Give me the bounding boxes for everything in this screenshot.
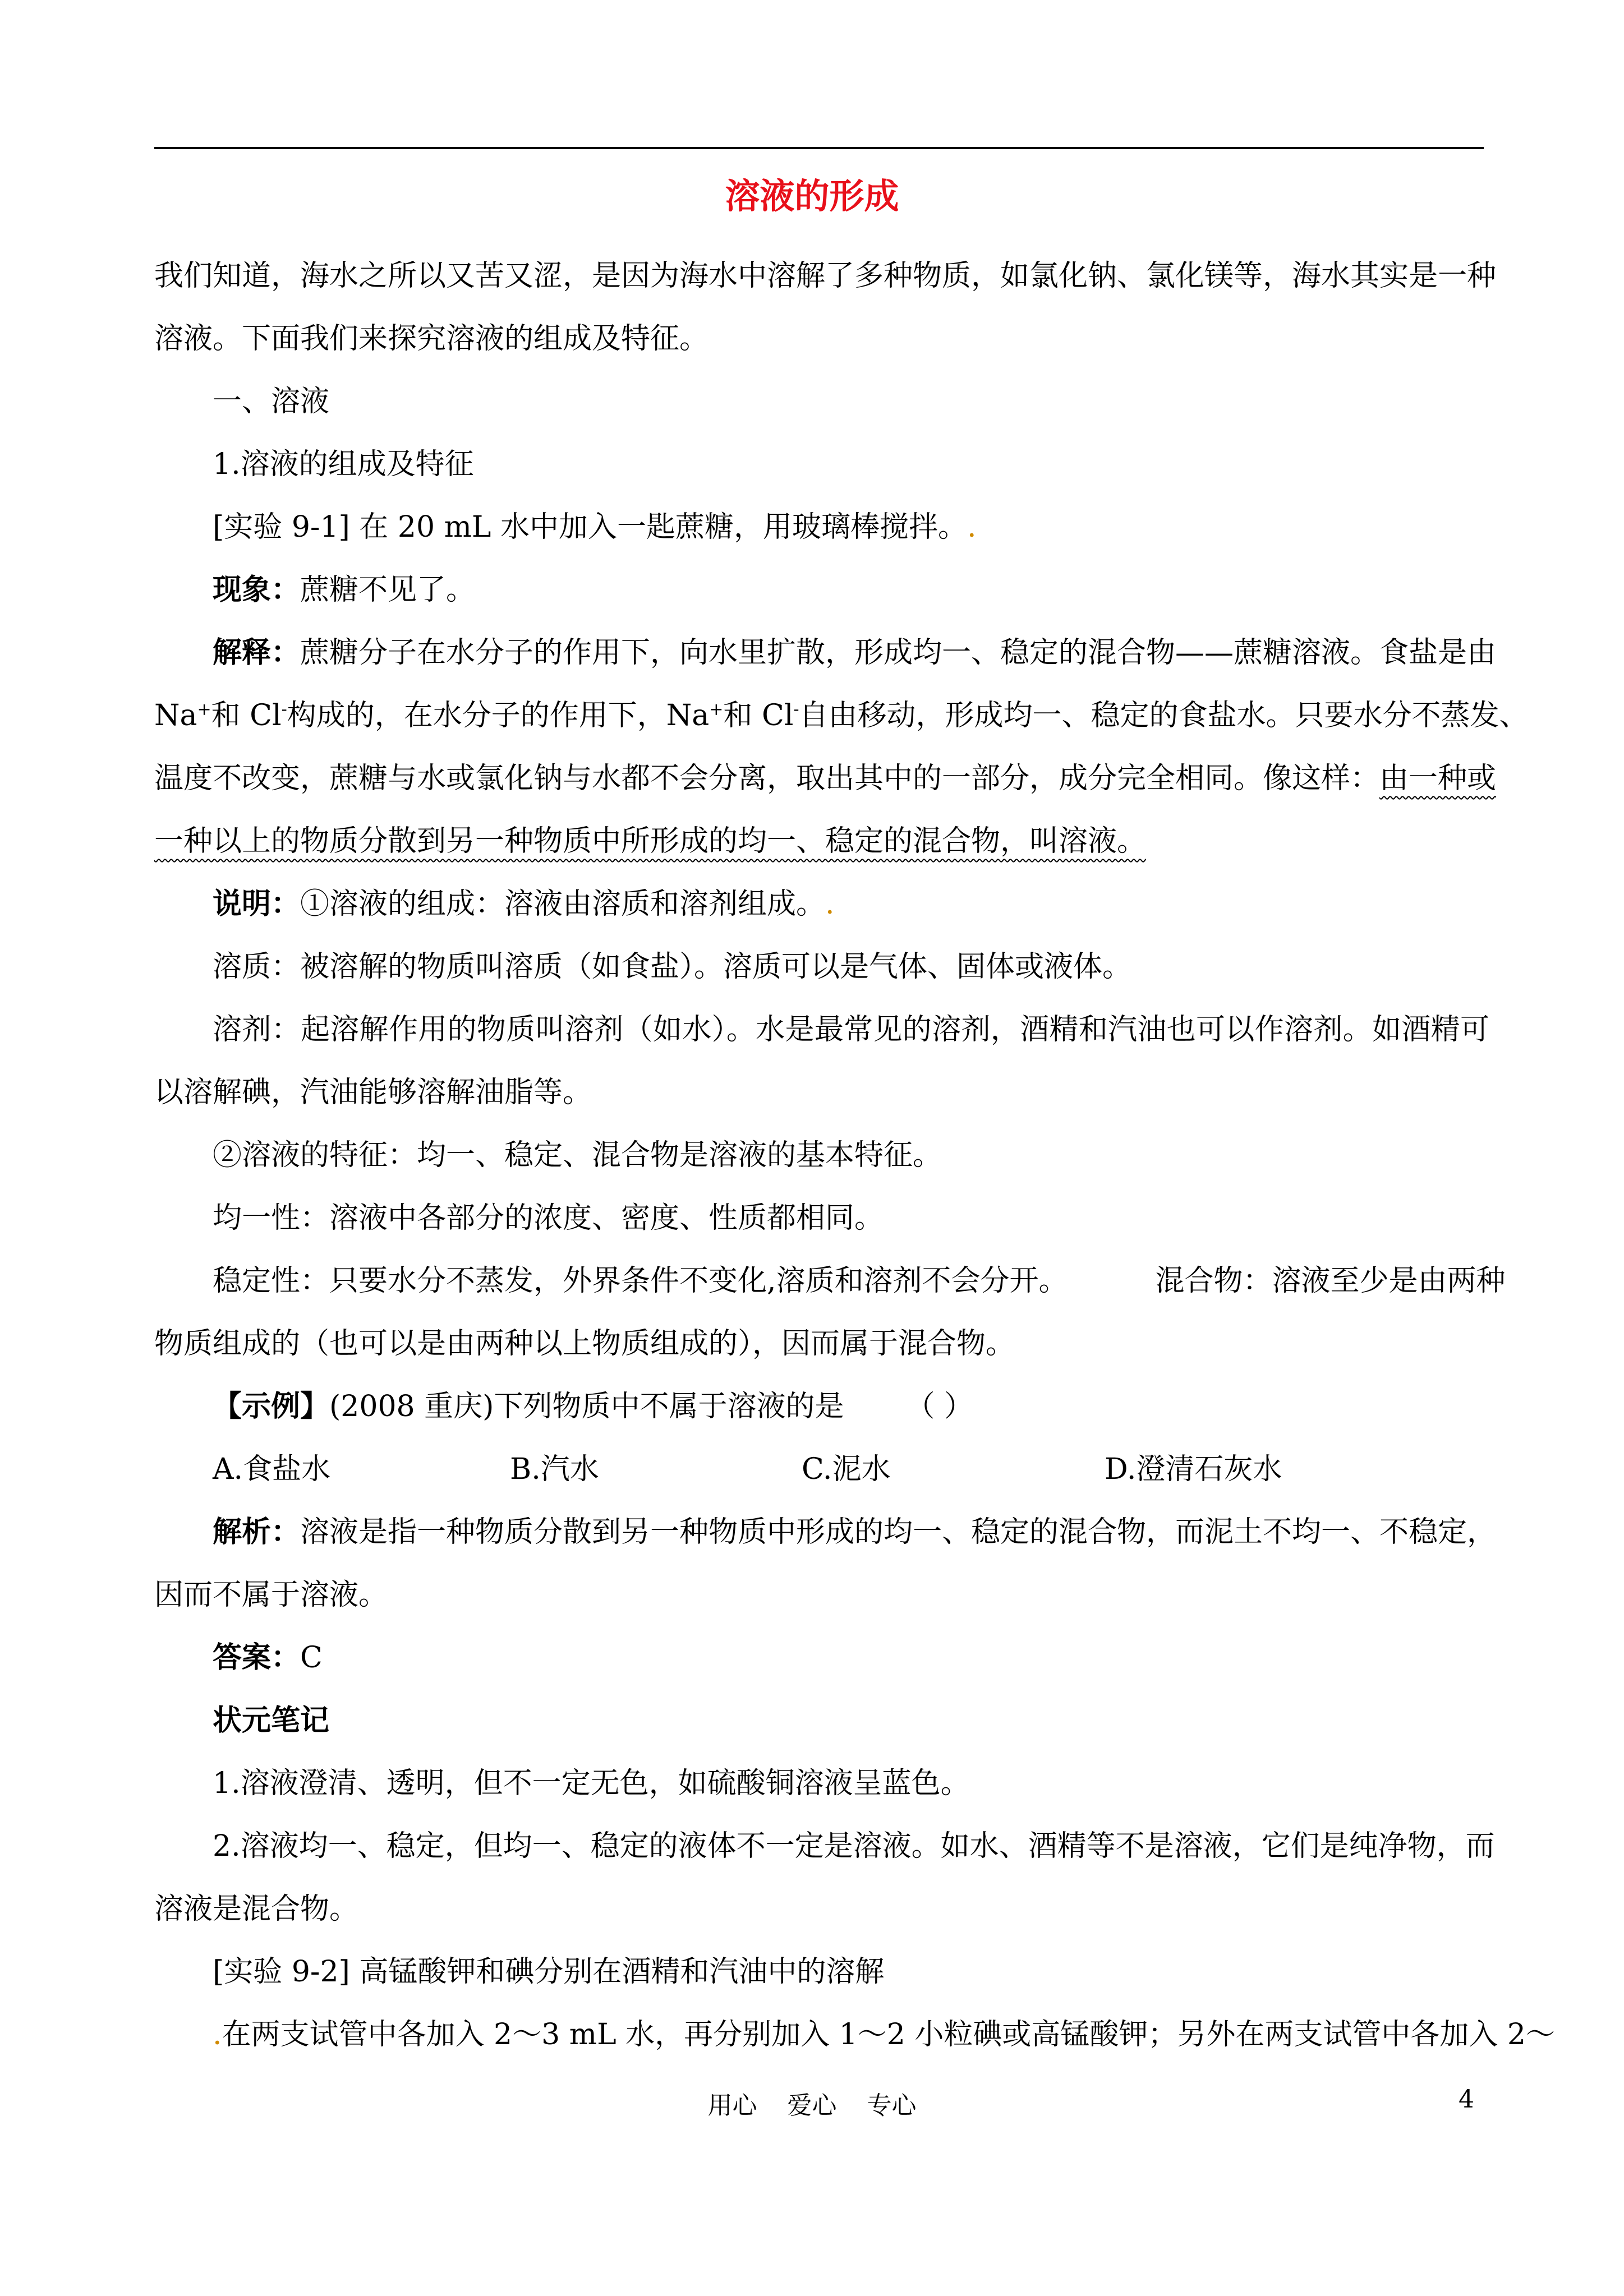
experiment-2-text: .在两支试管中各加入 2～3 mL 水，再分别加入 1～2 小粒碘或高锰酸钾；另外在两支试管中各加入 2～	[213, 2018, 1555, 2051]
example-options	[154, 1438, 1489, 1501]
explanation-line-3: 温度不改变，蔗糖与水或氯化钠与水都不会分离，取出其中的一部分，成分完全相同。像这样：由一种或	[154, 762, 1497, 795]
definition-text: 由一种或	[1379, 762, 1497, 795]
edit-mark: .	[967, 510, 977, 544]
option-b: B.汽水	[510, 1453, 599, 1486]
intro-line-1: 我们知道，海水之所以又苦又涩，是因为海水中溶解了多种物质，如氯化钠、氯化镁等，海水其实是一种	[154, 259, 1497, 293]
phenomenon: 现象：蔗糖不见了。	[213, 573, 476, 607]
solvent-line-1: 溶剂：起溶解作用的物质叫溶剂（如水）。水是最常见的溶剂，酒精和汽油也可以作溶剂。如酒精可	[213, 1013, 1489, 1046]
note-1: 1.溶液澄清、透明，但不一定无色，如硫酸铜溶液呈蓝色。	[213, 1767, 970, 1800]
document-body	[154, 245, 1555, 2066]
explanation-line-2: Na+和 Cl-构成的，在水分子的作用下，Na+和 Cl-自由移动，形成均一、稳定的食盐水。只要水分不蒸发、	[154, 699, 1529, 732]
header-rule	[154, 147, 1484, 149]
feature-line: ②溶液的特征：均一、稳定、混合物是溶液的基本特征。	[213, 1138, 942, 1172]
notes-heading: 状元笔记	[213, 1703, 330, 1737]
experiment-2: [实验 9-2] 高锰酸钾和碘分别在酒精和汽油中的溶解	[213, 1955, 885, 1989]
edit-mark: .	[825, 887, 835, 921]
option-a: A.食盐水	[213, 1453, 331, 1486]
solute-line: 溶质：被溶解的物质叫溶质（如食盐）。溶质可以是气体、固体或液体。	[213, 950, 1132, 984]
answer-line: 答案：C	[213, 1640, 323, 1675]
analysis-line-1: 解析：溶液是指一种物质分散到另一种物质中形成的均一、稳定的混合物，而泥土不均一、不稳定，	[213, 1515, 1497, 1549]
explanation-line-4	[154, 810, 1489, 873]
option-c: C.泥水	[802, 1453, 891, 1486]
intro-line-2: 溶液。下面我们来探究溶液的组成及特征。	[154, 322, 709, 356]
stability-line-2: 物质组成的（也可以是由两种以上物质组成的），因而属于混合物。	[154, 1327, 1015, 1361]
note-line: 说明：①溶液的组成：溶液由溶质和溶剂组成。.	[213, 887, 835, 921]
stability-line-1: 稳定性：只要水分不蒸发，外界条件不变化,溶质和溶剂不会分开。 混合物：溶液至少是由两种	[213, 1264, 1506, 1298]
option-d: D.澄清石灰水	[1105, 1453, 1282, 1486]
definition-text: 一种以上的物质分散到另一种物质中所形成的均一、稳定的混合物，叫溶液。	[154, 824, 1147, 858]
note-2-line-2: 溶液是混合物。	[154, 1892, 359, 1926]
analysis-line-2: 因而不属于溶液。	[154, 1578, 388, 1612]
note-2-line-1: 2.溶液均一、稳定，但均一、稳定的液体不一定是溶液。如水、酒精等不是溶液，它们是纯净物，而	[213, 1829, 1495, 1863]
page-number: 4	[1459, 2085, 1474, 2114]
homogeneity-line: 均一性：溶液中各部分的浓度、密度、性质都相同。	[213, 1201, 884, 1235]
example-question: 【示例】(2008 重庆)下列物质中不属于溶液的是 （ ）	[213, 1389, 973, 1423]
subsection-heading: 1.溶液的组成及特征	[213, 448, 474, 481]
experiment-1: [实验 9-1] 在 20 mL 水中加入一匙蔗糖，用玻璃棒搅拌。.	[213, 510, 977, 544]
edit-mark: .	[213, 2018, 222, 2051]
footer-slogan: 用心 爱心 专心	[707, 2091, 917, 2120]
page-title: 溶液的形成	[725, 176, 899, 216]
section-heading: 一、溶液	[213, 385, 330, 418]
explanation-line-1: 解释：蔗糖分子在水分子的作用下，向水里扩散，形成均一、稳定的混合物——蔗糖溶液。食盐是由	[213, 635, 1497, 670]
solvent-line-2: 以溶解碘，汽油能够溶解油脂等。	[154, 1076, 592, 1109]
